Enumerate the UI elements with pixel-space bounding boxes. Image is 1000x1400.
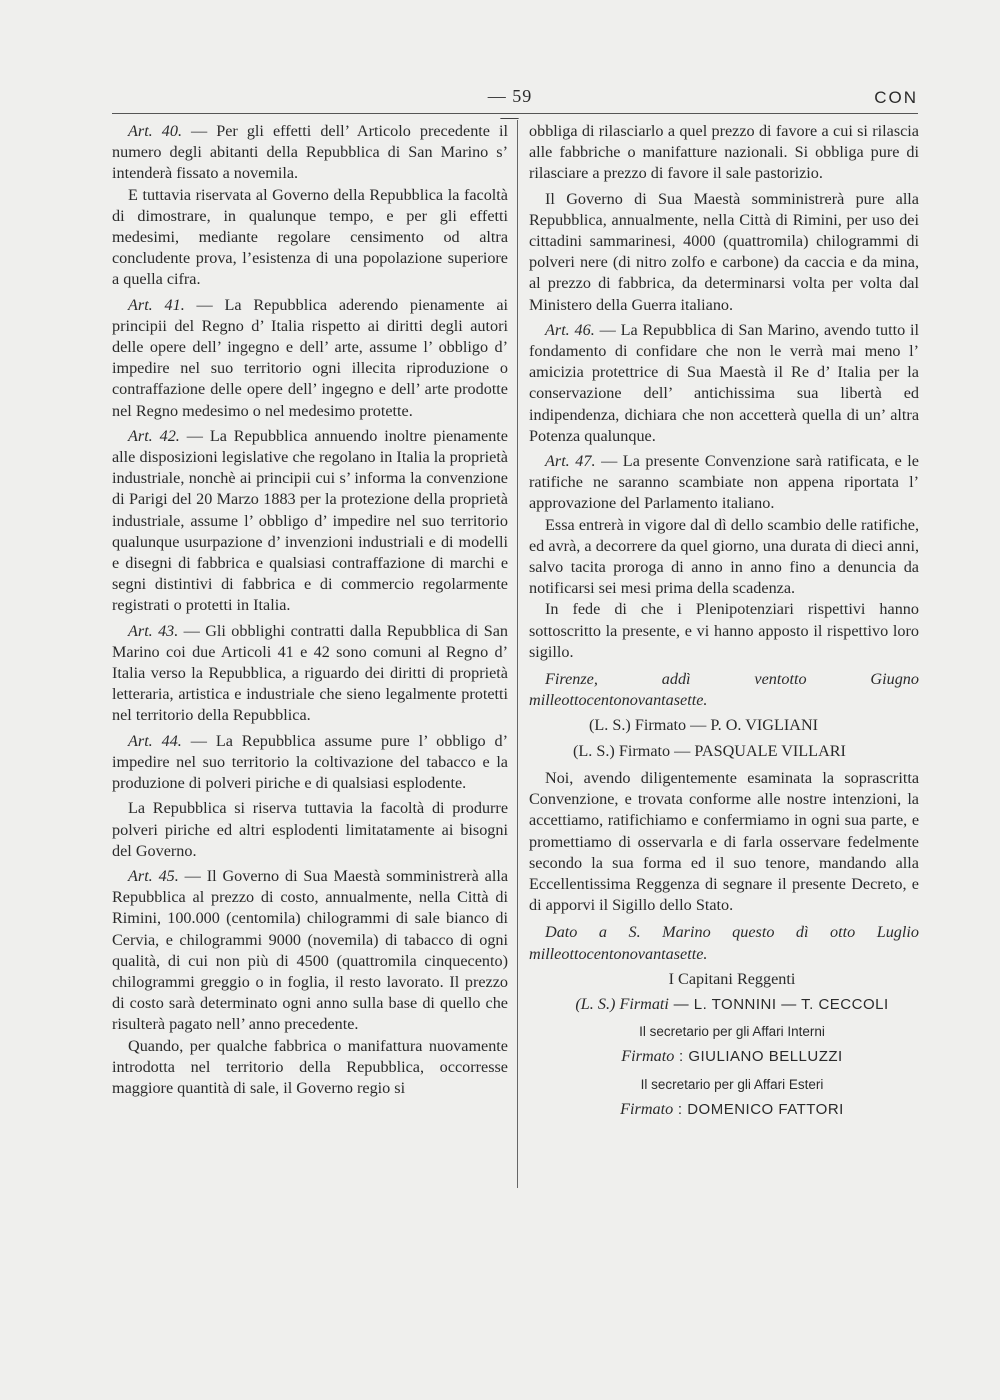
signature-name: — L. TONNINI — T. CECCOLI <box>668 995 889 1013</box>
paragraph: Il Governo di Sua Maestà somministrerà pure alla Repubblica, annualmente, nella Città di Rimini, per uso dei cittadini sammarinesi, 4000 (quattromila) chilogrammi di polveri nere (di nitro zolfo e carbone) da caccia e da mina, al prezzo di fabbrica, da determinarsi volta per volta dal Ministero della Guerra italiano. <box>529 189 919 314</box>
article-label: Art. 41. <box>128 295 185 314</box>
signature-regents <box>529 994 919 1015</box>
signature-name: : GIULIANO BELLUZZI <box>674 1048 843 1066</box>
dateline-florence: Firenze, addì ventotto Giugno milleottocentonovantasette. <box>529 670 919 710</box>
signature-villari <box>529 741 919 762</box>
signature-fattori <box>529 1099 919 1120</box>
header-rule <box>112 113 918 114</box>
article-text: — La Repubblica aderendo pienamente ai principii del Regno d’ Italia rispetto ai diritti degli autori delle opere dell’ ingegno e dell’ arte, assume l’ obbligo d’ impedire nel suo territorio ogni illecita riproduzione o contraffazione delle opere dell’ ingegno e dell’ arte prodotte nel Regno medesimo o nel medesimo protette. <box>112 295 509 420</box>
article-42 <box>112 426 508 617</box>
signature-name: : DOMENICO FATTORI <box>673 1100 844 1118</box>
paragraph: obbliga di rilasciarlo a quel prezzo di favore a cui si rilascia alle fabbriche o manifatture nazionali. Si obbliga pure di rilasciare a prezzo di favore il sale pastorizio. <box>529 122 919 183</box>
article-40 <box>112 121 508 185</box>
article-text: — La Repubblica di San Marino, avendo tutto il fondamento di confidare che non le verrà mai meno l’ amicizia protettrice di Sua Maestà il Re d’ Italia per la conservazione dell’ antichissima sua libertà ed indipendenza, dichiara che non accetterà quella di un’ altra Potenza qualunque. <box>529 320 919 445</box>
signature-prefix: (L. S.) Firmato — <box>573 741 695 760</box>
article-text: — Per gli effetti dell’ Articolo precedente il numero degli abitanti della Repubblica di San Marino s’ intenderà fissato a novemila. <box>112 122 508 183</box>
paragraph: In fede di che i Plenipotenziari rispettivi hanno sottoscritto la presente, e vi hanno apposto il rispettivo loro sigillo. <box>529 600 919 661</box>
article-text: — Gli obblighi contratti dalla Repubblica di San Marino coi due Articoli 41 e 42 sono comuni al Regno d’ Italia verso la Repubblica, a riguardo dei diritti di proprietà letteraria, artistica e industriale che sieno legalmente protetti nel territorio della Repubblica. <box>112 621 508 725</box>
article-47 <box>529 451 919 515</box>
column-divider <box>517 120 518 1188</box>
signature-prefix: Firmato <box>621 1047 675 1066</box>
signature-belluzzi <box>529 1046 919 1067</box>
article-label: Art. 43. <box>128 621 179 640</box>
article-41 <box>112 295 508 422</box>
right-column <box>529 121 919 1120</box>
article-label: Art. 44. <box>128 731 182 750</box>
article-43 <box>112 621 508 727</box>
dateline-san-marino: Dato a S. Marino questo dì otto Luglio milleottocentonovantasette. <box>529 923 919 963</box>
article-45 <box>112 866 508 1036</box>
paragraph: E tuttavia riservata al Governo della Repubblica la facoltà di dimostrare, in qualunque tempo, e per gli effetti medesimi, mediante regolare censimento od altra concludente prova, l’esistenza di una popolazione superiore a quella cifra. <box>112 185 508 289</box>
article-label: Art. 42. <box>128 426 180 445</box>
article-label: Art. 47. <box>545 452 596 471</box>
regents-title: I Capitani Reggenti <box>668 969 796 988</box>
signature-prefix: Firmato <box>620 1099 674 1118</box>
signature-name: P. O. VIGLIANI <box>710 716 819 735</box>
left-column <box>112 121 508 1099</box>
signature-vigliani <box>529 715 919 736</box>
article-label: Art. 40. <box>128 122 182 140</box>
signature-prefix: (L. S.) Firmato — <box>589 716 711 735</box>
paragraph: Quando, per qualche fabbrica o manifattura nuovamente introdotta nel territorio della Repubblica, occorresse maggiore quantità di sale, il Governo regio si <box>112 1036 508 1097</box>
paragraph: Essa entrerà in vigore dal dì dello scambio delle ratifiche, ed avrà, a decorrere da quel giorno, una durata di dieci anni, salvo tacita proroga di anno in anno fino a denuncia da notificarsi sei mesi prima della scadenza. <box>529 515 919 598</box>
signature-name: PASQUALE VILLARI <box>694 741 846 760</box>
page-number: — 59 — <box>487 86 533 127</box>
article-text: — La presente Convenzione sarà ratificata, e le ratifiche ne saranno scambiate non appena riportata l’ approvazione del Parlamento italiano. <box>529 452 919 513</box>
foreign-secretary-title: Il secretario per gli Affari Esteri <box>640 1076 824 1092</box>
article-text: — Il Governo di Sua Maestà somministrerà alla Repubblica al prezzo di costo, annualmente, nella Città di Rimini, 100.000 (centomila) chilogrammi di sale bianco di Cervia, e chilogrammi 9000 (novemila) di tabacco di ogni qualità, di cui non più di 4500 (quattromila cinquecento) chilogrammi greggio o in foglia, il resto lavorato. Il prezzo di costo sarà determinato ogni anno sulla base di quello che risulterà pagato nell’ anno precedente. <box>112 866 508 1034</box>
article-44 <box>112 731 508 795</box>
signature-prefix: (L. S.) Firmati <box>575 994 669 1013</box>
catchword: CON <box>874 88 918 107</box>
article-label: Art. 45. <box>128 866 179 885</box>
interior-secretary-title: Il secretario per gli Affari Interni <box>639 1024 825 1040</box>
article-text: — La Repubblica assume pure l’ obbligo d’ impedire nel suo territorio la coltivazione del tabacco e la produzione di polveri piriche e di qualsiasi esplodente. <box>112 731 509 793</box>
article-label: Art. 46. <box>545 320 595 339</box>
article-46 <box>529 320 919 447</box>
decree-paragraph: Noi, avendo diligentemente esaminata la soprascritta Convenzione, e trovata conforme alle nostre intenzioni, la accettiamo, ratifichiamo e confermiamo in ogni sua parte, e promettiamo di osservarla e di farla osservare fedelmente secondo la sua forma ed il suo tenore, mandando alla Eccellentissima Reggenza di segnare il presente Decreto, e di apporvi il Sigillo dello Stato. <box>529 768 919 915</box>
paragraph: La Repubblica si riserva tuttavia la facoltà di produrre polveri piriche ed altri esplodenti limitatamente ai bisogni del Governo. <box>112 799 508 860</box>
article-text: — La Repubblica annuendo inoltre pienamente alle disposizioni legislative che regolano in Italia la proprietà industriale, nonchè ai principii cui s’ informa la convenzione di Parigi del 20 Marzo 1883 per la protezione della proprietà industriale, assume l’ obbligo d’ impedire nel suo territorio qualunque usurpazione d’ invenzioni industriali e di modelli e disegni di fabbrica e qualsiasi contraffazione di marchi e segni distintivi di fabbrica e di commercio regolarmente registrati o protetti in Italia. <box>112 426 508 615</box>
